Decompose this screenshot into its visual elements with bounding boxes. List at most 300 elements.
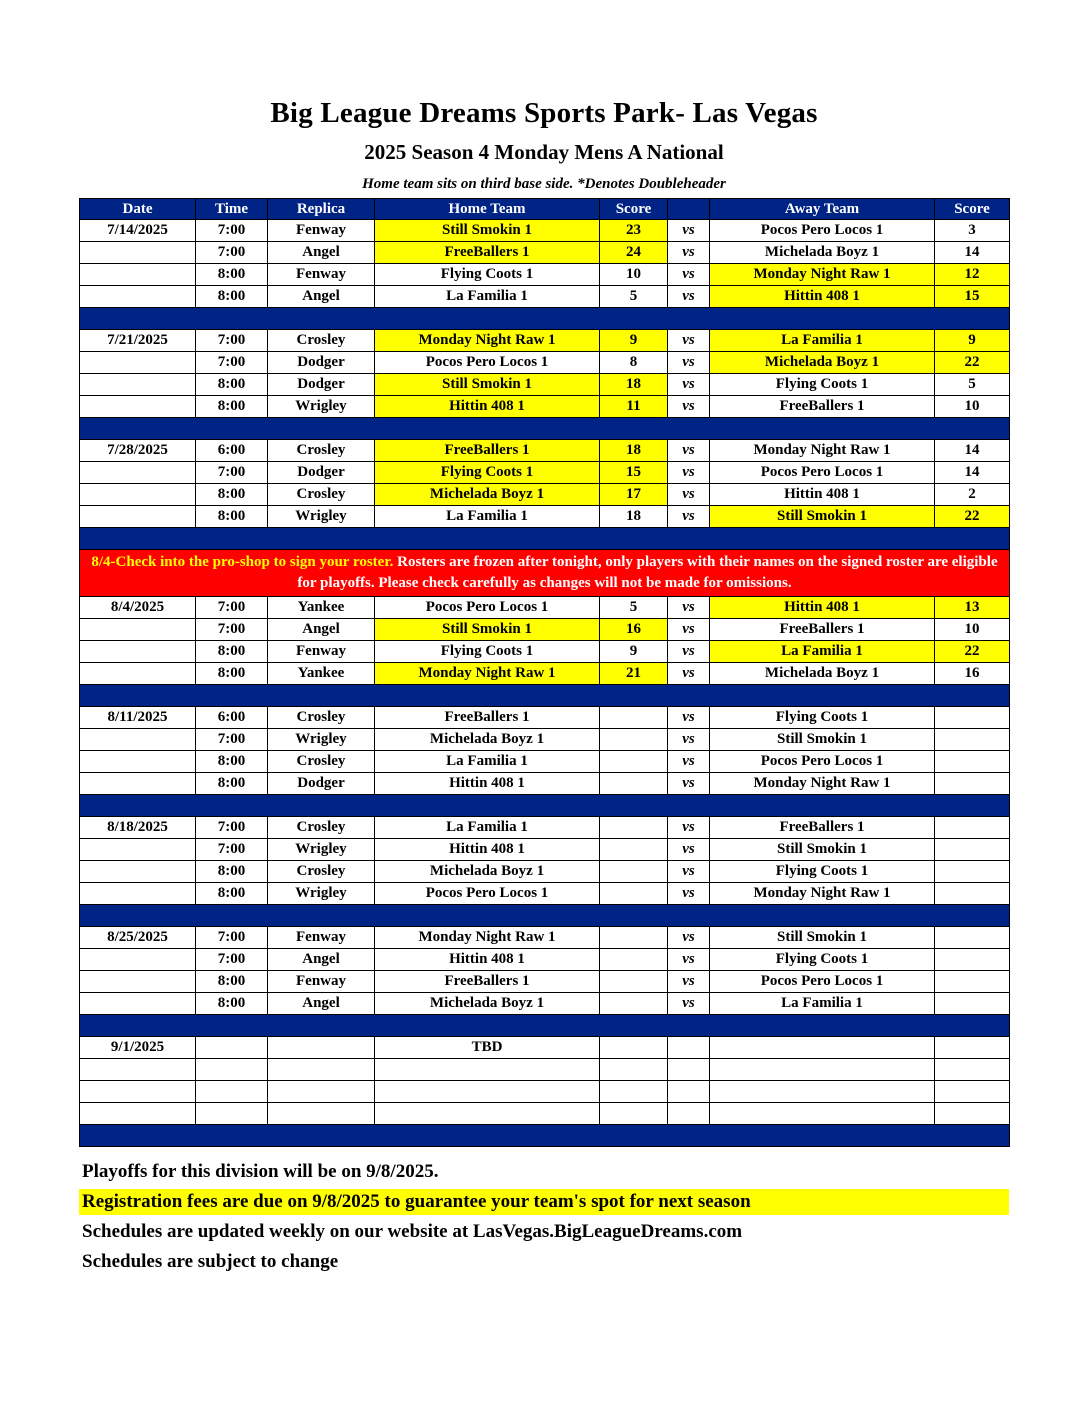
replica-cell: Fenway xyxy=(268,220,375,242)
time-cell: 7:00 xyxy=(196,242,268,264)
away-score-cell: 12 xyxy=(935,264,1010,286)
home-team-cell xyxy=(375,1103,600,1125)
separator-bar xyxy=(80,905,1010,927)
time-cell: 8:00 xyxy=(196,971,268,993)
home-score-cell: 5 xyxy=(600,286,668,308)
replica-cell: Angel xyxy=(268,242,375,264)
vs-cell: vs xyxy=(668,330,710,352)
home-team-cell: Hittin 408 1 xyxy=(375,839,600,861)
separator-row xyxy=(80,685,1010,707)
date-cell xyxy=(80,374,196,396)
vs-cell: vs xyxy=(668,641,710,663)
time-cell: 8:00 xyxy=(196,883,268,905)
away-team-cell: Flying Coots 1 xyxy=(710,374,935,396)
column-header-replica-2: Replica xyxy=(268,199,375,220)
vs-cell: vs xyxy=(668,264,710,286)
home-score-cell xyxy=(600,817,668,839)
away-score-cell: 9 xyxy=(935,330,1010,352)
away-score-cell: 22 xyxy=(935,352,1010,374)
away-score-cell xyxy=(935,817,1010,839)
game-row xyxy=(80,641,1010,663)
away-team-cell: Michelada Boyz 1 xyxy=(710,242,935,264)
time-cell: 8:00 xyxy=(196,506,268,528)
table-header-row xyxy=(80,199,1010,220)
column-header-score-4: Score xyxy=(600,199,668,220)
home-team-cell xyxy=(375,1081,600,1103)
away-team-cell: La Familia 1 xyxy=(710,330,935,352)
subject-to-change-note: Schedules are subject to change xyxy=(82,1251,339,1272)
home-team-cell: Monday Night Raw 1 xyxy=(375,927,600,949)
away-team-cell: Pocos Pero Locos 1 xyxy=(710,971,935,993)
away-score-cell: 22 xyxy=(935,641,1010,663)
game-row xyxy=(80,264,1010,286)
vs-cell: vs xyxy=(668,663,710,685)
away-score-cell: 10 xyxy=(935,619,1010,641)
away-score-cell xyxy=(935,861,1010,883)
empty-row xyxy=(80,1103,1010,1125)
roster-notice-body: Rosters are frozen after tonight, only players with their names on the signed roster are eligible for playoffs. Please check carefully as changes will not be made for omissions. xyxy=(297,554,998,591)
website-note: Schedules are updated weekly on our website at LasVegas.BigLeagueDreams.com xyxy=(82,1221,743,1242)
time-cell: 6:00 xyxy=(196,707,268,729)
page-subtitle: 2025 Season 4 Monday Mens A National xyxy=(364,140,724,164)
away-score-cell xyxy=(935,1081,1010,1103)
away-team-cell: Monday Night Raw 1 xyxy=(710,264,935,286)
away-team-cell: Monday Night Raw 1 xyxy=(710,883,935,905)
away-team-cell: Monday Night Raw 1 xyxy=(710,773,935,795)
separator-row xyxy=(80,1125,1010,1147)
home-team-cell: La Familia 1 xyxy=(375,506,600,528)
away-score-cell: 14 xyxy=(935,242,1010,264)
vs-cell: vs xyxy=(668,286,710,308)
away-team-cell: Still Smokin 1 xyxy=(710,839,935,861)
replica-cell xyxy=(268,1059,375,1081)
home-score-cell xyxy=(600,707,668,729)
replica-cell: Crosley xyxy=(268,861,375,883)
date-cell xyxy=(80,396,196,418)
vs-cell: vs xyxy=(668,971,710,993)
home-score-cell xyxy=(600,993,668,1015)
vs-cell: vs xyxy=(668,707,710,729)
date-cell xyxy=(80,861,196,883)
home-team-note: Home team sits on third base side. *Denotes Doubleheader xyxy=(362,176,726,192)
away-team-cell: Hittin 408 1 xyxy=(710,286,935,308)
away-score-cell: 15 xyxy=(935,286,1010,308)
home-score-cell xyxy=(600,1103,668,1125)
time-cell: 7:00 xyxy=(196,949,268,971)
time-cell: 6:00 xyxy=(196,440,268,462)
vs-cell: vs xyxy=(668,861,710,883)
game-row xyxy=(80,286,1010,308)
replica-cell: Fenway xyxy=(268,641,375,663)
replica-cell xyxy=(268,1037,375,1059)
vs-cell: vs xyxy=(668,440,710,462)
time-cell: 7:00 xyxy=(196,839,268,861)
roster-notice xyxy=(80,550,1010,597)
vs-cell: vs xyxy=(668,374,710,396)
home-team-cell: TBD xyxy=(375,1037,600,1059)
game-row xyxy=(80,839,1010,861)
home-score-cell: 24 xyxy=(600,242,668,264)
away-team-cell: Hittin 408 1 xyxy=(710,597,935,619)
home-team-cell: Flying Coots 1 xyxy=(375,264,600,286)
column-header-score-7: Score xyxy=(935,199,1010,220)
replica-cell: Fenway xyxy=(268,264,375,286)
away-team-cell: Hittin 408 1 xyxy=(710,484,935,506)
home-team-cell: Still Smokin 1 xyxy=(375,220,600,242)
away-score-cell xyxy=(935,883,1010,905)
date-cell: 7/14/2025 xyxy=(80,220,196,242)
time-cell xyxy=(196,1103,268,1125)
date-cell xyxy=(80,242,196,264)
date-cell: 7/21/2025 xyxy=(80,330,196,352)
time-cell: 7:00 xyxy=(196,927,268,949)
away-score-cell xyxy=(935,971,1010,993)
separator-row xyxy=(80,418,1010,440)
replica-cell: Crosley xyxy=(268,484,375,506)
replica-cell: Dodger xyxy=(268,773,375,795)
replica-cell: Wrigley xyxy=(268,396,375,418)
separator-row xyxy=(80,795,1010,817)
date-cell: 8/25/2025 xyxy=(80,927,196,949)
schedule-document xyxy=(79,0,1009,1275)
date-cell xyxy=(80,462,196,484)
game-row xyxy=(80,707,1010,729)
away-team-cell xyxy=(710,1103,935,1125)
date-cell xyxy=(80,506,196,528)
replica-cell: Angel xyxy=(268,949,375,971)
time-cell: 7:00 xyxy=(196,462,268,484)
home-team-cell: Flying Coots 1 xyxy=(375,462,600,484)
home-team-cell: Still Smokin 1 xyxy=(375,374,600,396)
vs-cell: vs xyxy=(668,729,710,751)
game-row xyxy=(80,506,1010,528)
vs-cell: vs xyxy=(668,242,710,264)
home-team-cell: Michelada Boyz 1 xyxy=(375,993,600,1015)
time-cell: 7:00 xyxy=(196,220,268,242)
date-cell xyxy=(80,1081,196,1103)
replica-cell: Wrigley xyxy=(268,506,375,528)
game-row xyxy=(80,242,1010,264)
replica-cell: Angel xyxy=(268,619,375,641)
home-team-cell: Pocos Pero Locos 1 xyxy=(375,597,600,619)
away-team-cell: Still Smokin 1 xyxy=(710,729,935,751)
time-cell xyxy=(196,1059,268,1081)
away-score-cell xyxy=(935,949,1010,971)
separator-row xyxy=(80,308,1010,330)
replica-cell: Dodger xyxy=(268,462,375,484)
date-cell xyxy=(80,663,196,685)
roster-notice-highlight: 8/4-Check into the pro-shop to sign your roster. xyxy=(91,554,394,570)
date-cell xyxy=(80,641,196,663)
home-score-cell: 9 xyxy=(600,641,668,663)
home-score-cell xyxy=(600,773,668,795)
time-cell: 7:00 xyxy=(196,729,268,751)
home-team-cell: Hittin 408 1 xyxy=(375,773,600,795)
column-header-date-0: Date xyxy=(80,199,196,220)
date-cell xyxy=(80,352,196,374)
away-team-cell: Pocos Pero Locos 1 xyxy=(710,462,935,484)
home-score-cell: 18 xyxy=(600,506,668,528)
away-team-cell xyxy=(710,1059,935,1081)
home-team-cell: Michelada Boyz 1 xyxy=(375,729,600,751)
game-row xyxy=(80,220,1010,242)
game-row xyxy=(80,817,1010,839)
replica-cell: Crosley xyxy=(268,751,375,773)
game-row xyxy=(80,330,1010,352)
date-cell xyxy=(80,751,196,773)
date-cell xyxy=(80,971,196,993)
away-team-cell: Pocos Pero Locos 1 xyxy=(710,751,935,773)
date-cell xyxy=(80,264,196,286)
replica-cell: Crosley xyxy=(268,707,375,729)
date-cell: 8/4/2025 xyxy=(80,597,196,619)
vs-cell: vs xyxy=(668,484,710,506)
game-row xyxy=(80,484,1010,506)
away-team-cell: La Familia 1 xyxy=(710,641,935,663)
home-team-cell: Hittin 408 1 xyxy=(375,949,600,971)
home-score-cell xyxy=(600,949,668,971)
away-team-cell: Still Smokin 1 xyxy=(710,506,935,528)
away-score-cell xyxy=(935,751,1010,773)
home-team-cell: FreeBallers 1 xyxy=(375,440,600,462)
replica-cell: Wrigley xyxy=(268,883,375,905)
replica-cell xyxy=(268,1103,375,1125)
time-cell: 8:00 xyxy=(196,751,268,773)
away-team-cell: Flying Coots 1 xyxy=(710,861,935,883)
replica-cell: Fenway xyxy=(268,927,375,949)
home-score-cell xyxy=(600,971,668,993)
date-cell: 7/28/2025 xyxy=(80,440,196,462)
away-team-cell xyxy=(710,1037,935,1059)
replica-cell: Yankee xyxy=(268,597,375,619)
away-score-cell xyxy=(935,839,1010,861)
vs-cell: vs xyxy=(668,993,710,1015)
game-row xyxy=(80,883,1010,905)
away-team-cell: Still Smokin 1 xyxy=(710,927,935,949)
away-score-cell xyxy=(935,1103,1010,1125)
home-team-cell: Monday Night Raw 1 xyxy=(375,330,600,352)
home-score-cell: 16 xyxy=(600,619,668,641)
replica-cell xyxy=(268,1081,375,1103)
replica-cell: Dodger xyxy=(268,374,375,396)
time-cell: 8:00 xyxy=(196,396,268,418)
game-row xyxy=(80,597,1010,619)
vs-cell: vs xyxy=(668,220,710,242)
separator-row xyxy=(80,528,1010,550)
time-cell: 8:00 xyxy=(196,641,268,663)
date-cell xyxy=(80,729,196,751)
separator-bar xyxy=(80,795,1010,817)
time-cell: 8:00 xyxy=(196,663,268,685)
home-score-cell: 9 xyxy=(600,330,668,352)
replica-cell: Angel xyxy=(268,286,375,308)
game-row xyxy=(80,619,1010,641)
away-score-cell xyxy=(935,729,1010,751)
game-row xyxy=(80,729,1010,751)
time-cell: 8:00 xyxy=(196,374,268,396)
game-row xyxy=(80,773,1010,795)
game-row xyxy=(80,374,1010,396)
vs-cell: vs xyxy=(668,883,710,905)
away-team-cell xyxy=(710,1081,935,1103)
playoffs-note: Playoffs for this division will be on 9/8/2025. xyxy=(82,1161,439,1182)
column-header-away-team-6: Away Team xyxy=(710,199,935,220)
vs-cell: vs xyxy=(668,927,710,949)
time-cell xyxy=(196,1037,268,1059)
replica-cell: Yankee xyxy=(268,663,375,685)
date-cell xyxy=(80,1059,196,1081)
separator-bar xyxy=(80,308,1010,330)
home-score-cell: 18 xyxy=(600,374,668,396)
home-score-cell xyxy=(600,729,668,751)
vs-cell: vs xyxy=(668,773,710,795)
home-score-cell: 17 xyxy=(600,484,668,506)
home-score-cell xyxy=(600,861,668,883)
date-cell: 9/1/2025 xyxy=(80,1037,196,1059)
date-cell xyxy=(80,619,196,641)
time-cell xyxy=(196,1081,268,1103)
away-score-cell: 5 xyxy=(935,374,1010,396)
time-cell: 8:00 xyxy=(196,993,268,1015)
date-cell xyxy=(80,883,196,905)
time-cell: 8:00 xyxy=(196,484,268,506)
page-title: Big League Dreams Sports Park- Las Vegas xyxy=(270,97,818,129)
date-cell xyxy=(80,773,196,795)
replica-cell: Dodger xyxy=(268,352,375,374)
column-header-home-team-3: Home Team xyxy=(375,199,600,220)
away-score-cell: 22 xyxy=(935,506,1010,528)
game-row xyxy=(80,1037,1010,1059)
time-cell: 7:00 xyxy=(196,352,268,374)
vs-cell: vs xyxy=(668,817,710,839)
separator-row xyxy=(80,905,1010,927)
game-row xyxy=(80,949,1010,971)
home-score-cell xyxy=(600,1081,668,1103)
away-score-cell xyxy=(935,773,1010,795)
empty-row xyxy=(80,1081,1010,1103)
time-cell: 8:00 xyxy=(196,861,268,883)
separator-bar xyxy=(80,528,1010,550)
home-score-cell: 15 xyxy=(600,462,668,484)
game-row xyxy=(80,396,1010,418)
vs-cell: vs xyxy=(668,619,710,641)
home-team-cell: Pocos Pero Locos 1 xyxy=(375,352,600,374)
vs-cell: vs xyxy=(668,949,710,971)
game-row xyxy=(80,352,1010,374)
away-score-cell xyxy=(935,1037,1010,1059)
replica-cell: Angel xyxy=(268,993,375,1015)
away-team-cell: Monday Night Raw 1 xyxy=(710,440,935,462)
home-score-cell: 10 xyxy=(600,264,668,286)
date-cell xyxy=(80,839,196,861)
game-row xyxy=(80,663,1010,685)
game-row xyxy=(80,861,1010,883)
home-score-cell: 21 xyxy=(600,663,668,685)
date-cell xyxy=(80,1103,196,1125)
vs-cell xyxy=(668,1037,710,1059)
vs-cell: vs xyxy=(668,352,710,374)
home-team-cell: Pocos Pero Locos 1 xyxy=(375,883,600,905)
game-row xyxy=(80,751,1010,773)
vs-cell: vs xyxy=(668,462,710,484)
registration-fees-note: Registration fees are due on 9/8/2025 to guarantee your team's spot for next season xyxy=(79,1189,1009,1215)
away-score-cell: 2 xyxy=(935,484,1010,506)
game-row xyxy=(80,927,1010,949)
home-team-cell: La Familia 1 xyxy=(375,751,600,773)
away-team-cell: Michelada Boyz 1 xyxy=(710,663,935,685)
home-team-cell: Michelada Boyz 1 xyxy=(375,861,600,883)
game-row xyxy=(80,462,1010,484)
home-team-cell: FreeBallers 1 xyxy=(375,707,600,729)
away-score-cell: 10 xyxy=(935,396,1010,418)
home-score-cell: 18 xyxy=(600,440,668,462)
home-team-cell: La Familia 1 xyxy=(375,817,600,839)
replica-cell: Wrigley xyxy=(268,839,375,861)
separator-bar xyxy=(80,685,1010,707)
time-cell: 8:00 xyxy=(196,286,268,308)
home-team-cell: Hittin 408 1 xyxy=(375,396,600,418)
separator-bar xyxy=(80,1015,1010,1037)
away-score-cell xyxy=(935,993,1010,1015)
vs-cell xyxy=(668,1059,710,1081)
home-score-cell xyxy=(600,883,668,905)
away-score-cell xyxy=(935,707,1010,729)
date-cell: 8/18/2025 xyxy=(80,817,196,839)
vs-cell: vs xyxy=(668,839,710,861)
home-team-cell: Monday Night Raw 1 xyxy=(375,663,600,685)
date-cell: 8/11/2025 xyxy=(80,707,196,729)
away-team-cell: FreeBallers 1 xyxy=(710,619,935,641)
away-score-cell: 14 xyxy=(935,462,1010,484)
away-score-cell: 14 xyxy=(935,440,1010,462)
time-cell: 8:00 xyxy=(196,773,268,795)
time-cell: 8:00 xyxy=(196,264,268,286)
home-score-cell xyxy=(600,1059,668,1081)
date-cell xyxy=(80,949,196,971)
away-team-cell: Flying Coots 1 xyxy=(710,949,935,971)
game-row xyxy=(80,993,1010,1015)
home-score-cell: 8 xyxy=(600,352,668,374)
away-score-cell: 3 xyxy=(935,220,1010,242)
away-team-cell: La Familia 1 xyxy=(710,993,935,1015)
vs-cell xyxy=(668,1103,710,1125)
away-team-cell: FreeBallers 1 xyxy=(710,396,935,418)
roster-notice-row xyxy=(80,550,1010,597)
home-team-cell: Still Smokin 1 xyxy=(375,619,600,641)
away-score-cell xyxy=(935,1059,1010,1081)
date-cell xyxy=(80,286,196,308)
away-score-cell xyxy=(935,927,1010,949)
home-team-cell: Michelada Boyz 1 xyxy=(375,484,600,506)
replica-cell: Crosley xyxy=(268,440,375,462)
away-score-cell: 13 xyxy=(935,597,1010,619)
home-score-cell xyxy=(600,839,668,861)
date-cell xyxy=(80,993,196,1015)
time-cell: 7:00 xyxy=(196,817,268,839)
away-team-cell: Pocos Pero Locos 1 xyxy=(710,220,935,242)
away-team-cell: FreeBallers 1 xyxy=(710,817,935,839)
home-team-cell: Flying Coots 1 xyxy=(375,641,600,663)
time-cell: 7:00 xyxy=(196,330,268,352)
home-score-cell xyxy=(600,1037,668,1059)
vs-cell xyxy=(668,1081,710,1103)
date-cell xyxy=(80,484,196,506)
home-score-cell: 5 xyxy=(600,597,668,619)
separator-bar xyxy=(80,418,1010,440)
time-cell: 7:00 xyxy=(196,597,268,619)
column-header-time-1: Time xyxy=(196,199,268,220)
away-score-cell: 16 xyxy=(935,663,1010,685)
